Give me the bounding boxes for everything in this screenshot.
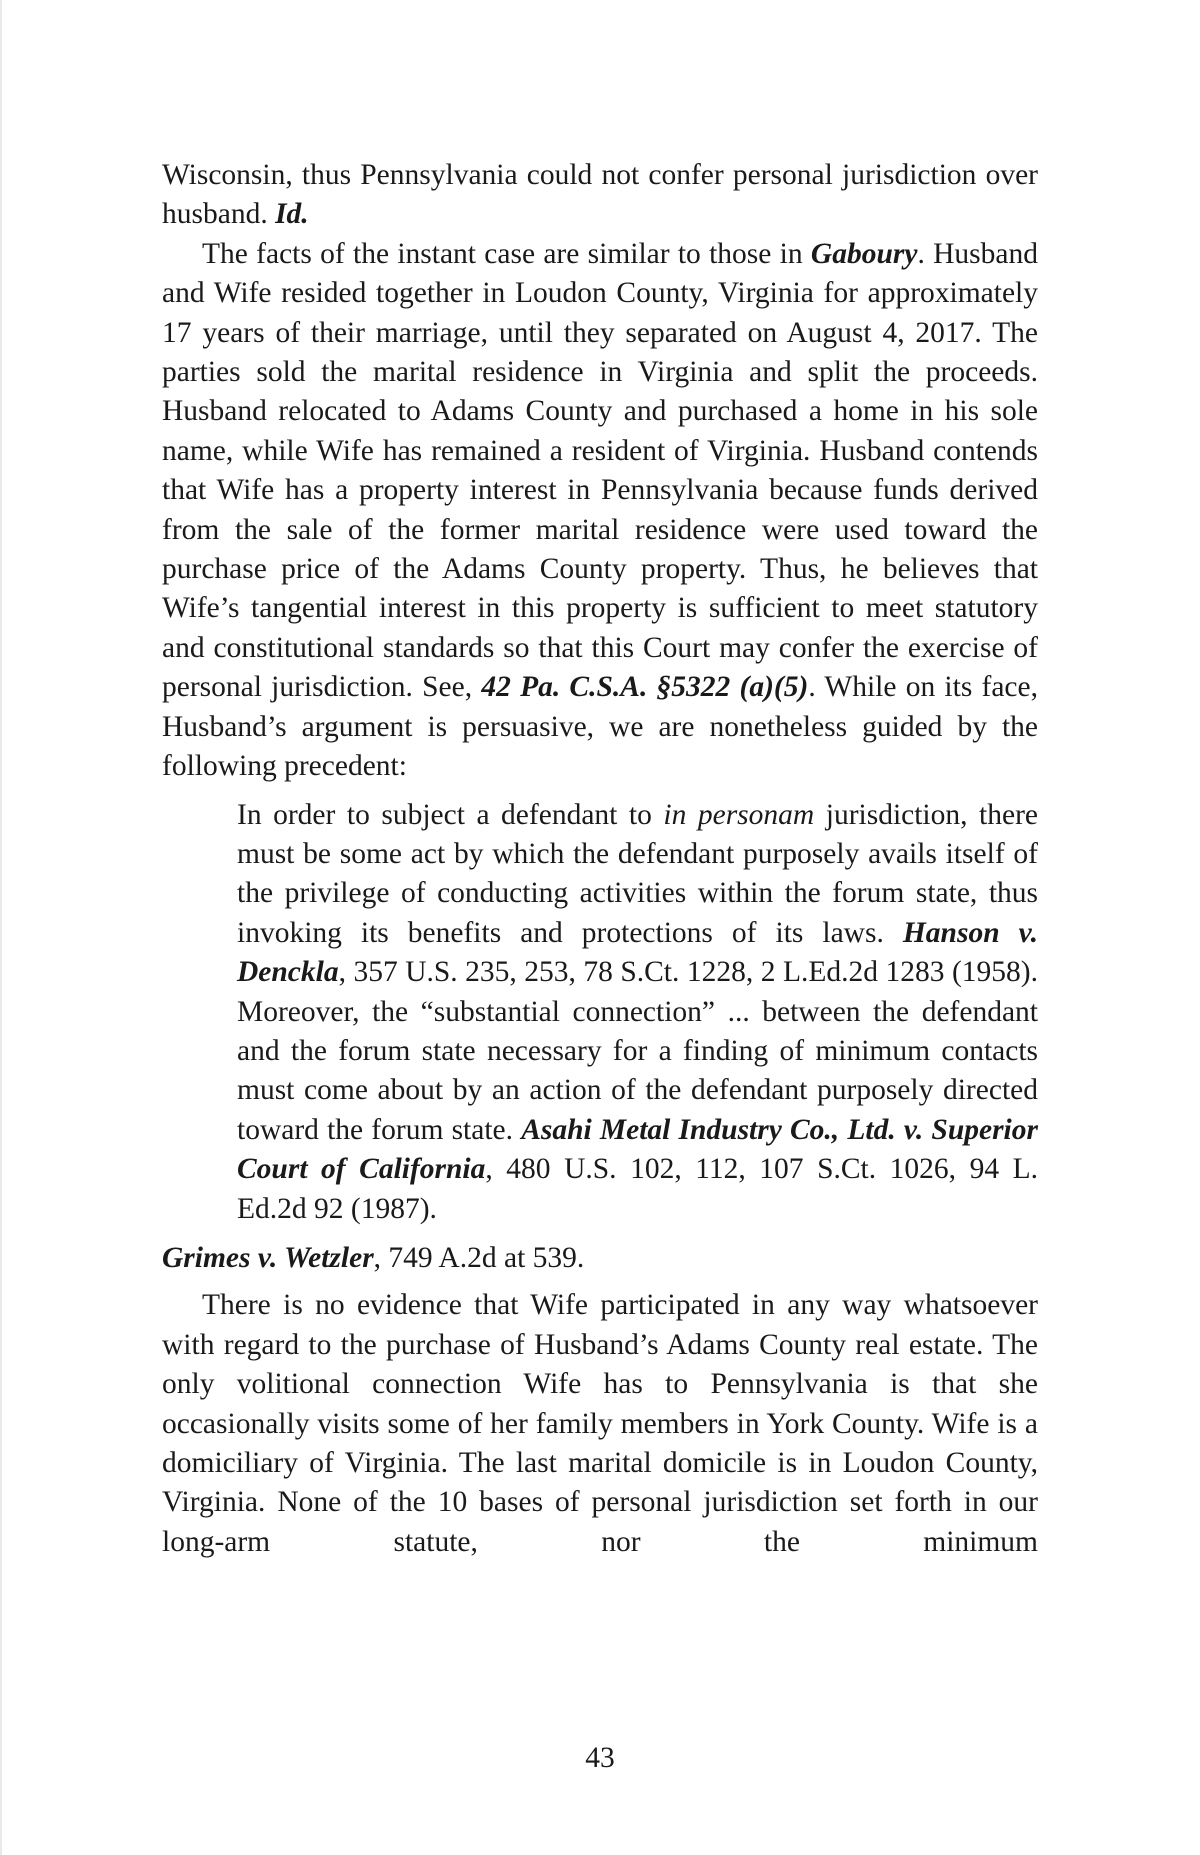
case-citation: Id. <box>275 198 309 231</box>
latin-term: in personam <box>663 798 815 831</box>
paragraph-text: Wisconsin, thus Pennsylvania could not confer personal jurisdiction over husband. <box>162 159 1038 231</box>
case-citation: Hanson v. Denckla <box>237 916 1038 989</box>
block-quote <box>237 796 1038 1229</box>
paragraph-continued <box>162 156 1038 235</box>
quote-text: , 480 U.S. 102, 112, 107 S.Ct. 1026, 94 L. Ed.2d 92 (1987). <box>237 1153 1038 1225</box>
paragraph-text: . Husband and Wife resided together in Loudon County, Virginia for approximately 17 years of their marriage, until they separated on August 4, 2017. The parties sold the marital residence in Virginia and split the proceeds. Husband relocated to Adams County and purchased a home in his sole name, while Wife has remained a resident of Virginia. Husband contends that Wife has a property interest in Pennsylvania because funds derived from the sale of the former marital residence were used toward the purchase price of the Adams County property. Thus, he believes that Wife’s tangential interest in this property is sufficient to meet statutory and constitutional standards so that this Court may confer the exercise of personal jurisdiction. See, <box>162 237 1038 704</box>
page-edge <box>0 0 2 1855</box>
page-number: 43 <box>585 1742 615 1774</box>
paragraph-evidence <box>162 1286 1038 1562</box>
case-citation: Asahi Metal Industry Co., Ltd. v. Superior Court of California <box>237 1113 1038 1186</box>
paragraph-text: There is no evidence that Wife participated in any way whatsoever with regard to the purchase of Husband’s Adams County real estate. The only volitional connection Wife has to Pennsylvania is that she occasionally visits some of her family members in York County. Wife is a domiciliary of Virginia. The last marital domicile is in Loudon County, Virginia. None of the 10 bases of personal jurisdiction set forth in our long-arm statute, nor the minimum <box>162 1289 1038 1558</box>
paragraph-facts <box>162 235 1038 787</box>
quote-text: jurisdiction, there must be some act by which the defendant purposely avails itself of the privilege of conducting activities within the forum state, thus invoking its benefits and protections of its laws. <box>237 798 1038 949</box>
citation-text: , 749 A.2d at 539. <box>373 1241 585 1274</box>
paragraph-text: The facts of the instant case are similar to those in <box>202 237 811 270</box>
quote-source-citation <box>162 1239 1038 1278</box>
case-citation: Gaboury <box>810 237 918 270</box>
statute-citation: 42 Pa. C.S.A. §5322 (a)(5) <box>481 671 809 704</box>
body-text <box>162 156 1038 1562</box>
paragraph-text: . While on its face, Husband’s argument is persuasive, we are nonetheless guided by the following precedent: <box>162 671 1038 783</box>
quote-text: , 357 U.S. 235, 253, 78 S.Ct. 1228, 2 L.Ed.2d 1283 (1958). Moreover, the “substantial connection” ... between the defendant and the forum state necessary for a finding of minimum contacts must come about by an action of the defendant purposely directed toward the forum state. <box>237 956 1038 1146</box>
case-citation: Grimes v. Wetzler <box>162 1241 374 1274</box>
quote-text: In order to subject a defendant to <box>237 798 664 831</box>
